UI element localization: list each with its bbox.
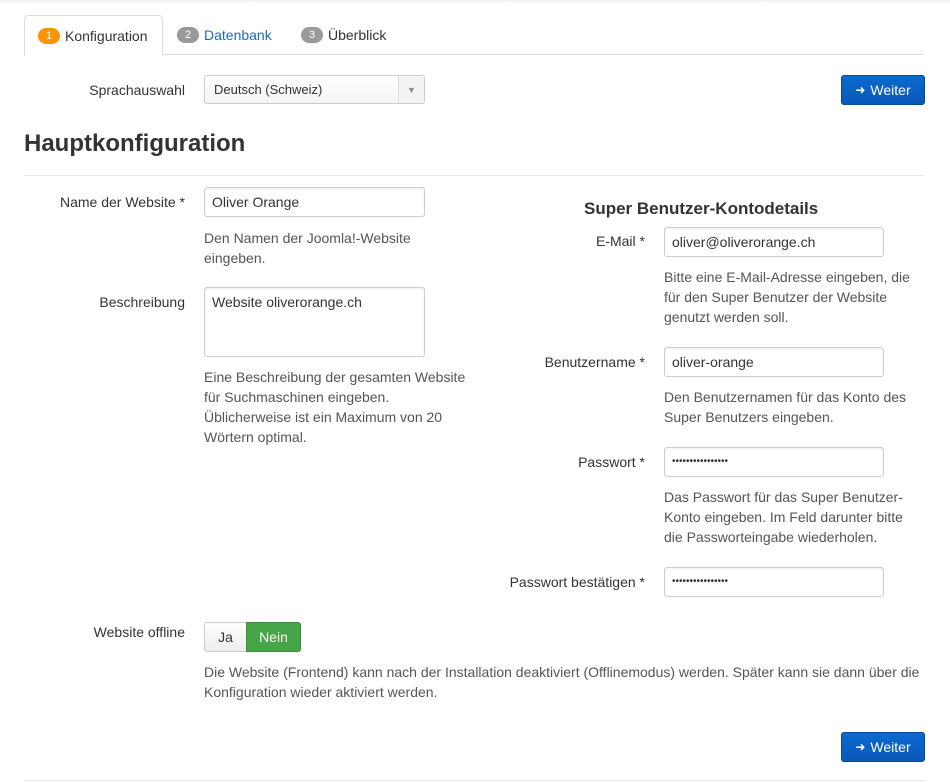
step-badge-3: 3 [301, 27, 323, 43]
email-help: Bitte eine E-Mail-Adresse eingeben, die für den Super Benutzer der Website genutzt werden soll. [664, 269, 910, 325]
description-textarea[interactable]: Website oliverorange.ch [204, 287, 425, 357]
site-name-input[interactable]: Oliver Orange [204, 187, 425, 217]
username-label: Benutzername * [544, 354, 645, 370]
top-shade [0, 0, 950, 4]
arrow-right-icon: ➜ [855, 740, 866, 754]
admin-section-title: Super Benutzer-Kontodetails [584, 199, 819, 218]
tab-datenbank[interactable] [164, 15, 285, 55]
tab-konfiguration[interactable] [24, 15, 163, 56]
page-title: Hauptkonfiguration [24, 130, 246, 157]
description-help: Eine Beschreibung der gesamten Website für Suchmaschinen eingeben. Üblicherweise ist ein Maximum von 20 Wörtern optimal. [204, 369, 466, 445]
site-name-help: Den Namen der Joomla!-Website eingeben. [204, 230, 411, 266]
step-badge-2: 2 [177, 27, 199, 43]
offline-option-ja[interactable]: Ja [204, 622, 246, 652]
email-input[interactable]: oliver@oliverorange.ch [664, 227, 884, 257]
offline-help: Die Website (Frontend) kann nach der Installation deaktiviert (Offlinemodus) werden. Später kann sie dann über die Konfiguration wieder aktiviert werden. [204, 664, 920, 700]
language-label: Sprachauswahl [89, 82, 185, 98]
language-selected-value: Deutsch (Schweiz) [214, 82, 323, 97]
tab-ueberblick[interactable] [288, 15, 399, 55]
site-name-label: Name der Website * [59, 194, 185, 210]
password-label: Passwort * [578, 454, 645, 470]
password-input[interactable]: •••••••••••••••• [664, 447, 884, 477]
email-label: E-Mail * [595, 233, 645, 249]
chevron-down-icon: ▼ [398, 76, 424, 103]
password-help: Das Passwort für das Super Benutzer-Konto eingeben. Im Feld darunter bitte die Passworteingabe wiederholen. [664, 489, 903, 545]
username-help: Den Benutzernamen für das Konto des Super Benutzers eingeben. [664, 389, 907, 425]
description-label: Beschreibung [99, 294, 185, 310]
offline-option-nein[interactable]: Nein [246, 622, 301, 652]
password-confirm-input[interactable]: •••••••••••••••• [664, 567, 884, 597]
offline-label: Website offline [93, 624, 185, 640]
step-badge-1: 1 [38, 28, 60, 44]
tab-label: Konfiguration [65, 27, 148, 44]
divider [24, 175, 924, 176]
step-tabs [24, 15, 924, 55]
offline-toggle [204, 622, 301, 652]
language-select[interactable] [204, 75, 425, 104]
divider [24, 780, 924, 781]
next-button-bottom[interactable] [841, 732, 925, 762]
username-input[interactable]: oliver-orange [664, 347, 884, 377]
next-button-label: Weiter [870, 739, 911, 755]
arrow-right-icon: ➜ [855, 83, 866, 97]
next-button-top[interactable] [841, 75, 925, 105]
tab-label: Datenbank [204, 27, 272, 43]
next-button-label: Weiter [870, 82, 911, 98]
tab-label: Überblick [328, 27, 387, 43]
password-confirm-label: Passwort bestätigen * [509, 574, 645, 590]
